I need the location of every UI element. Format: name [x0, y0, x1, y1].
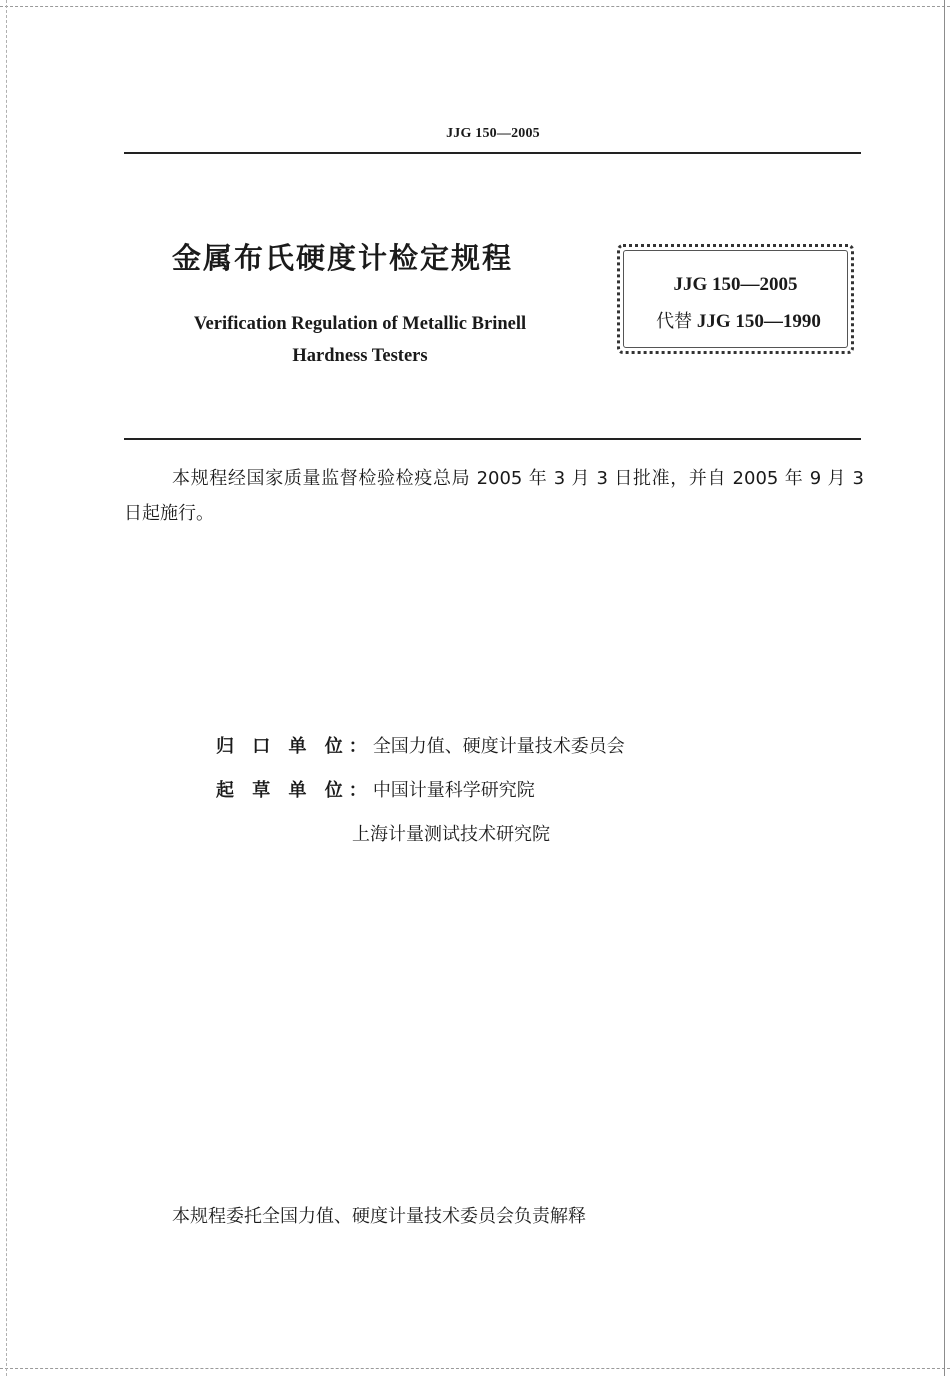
- scan-edge-bottom: [0, 1368, 950, 1369]
- approval-statement: [124, 461, 864, 531]
- drafting-unit-label: 起 草 单 位：: [216, 780, 373, 801]
- drafting-unit-value-2: 上海计量测试技术研究院: [352, 824, 550, 845]
- approval-text: 本规程经国家质量监督检验检疫总局 2005 年 3 月 3 日批准，并自 2005 年 9 月 3 日起施行。: [124, 468, 864, 524]
- standard-code: JJG 150—2005: [673, 274, 798, 295]
- drafting-unit-value-1: 中国计量科学研究院: [372, 780, 535, 801]
- header-rule: [124, 152, 861, 154]
- responsible-unit-label: 归 口 单 位：: [216, 736, 373, 757]
- replaces-code-line: [620, 307, 857, 333]
- title-chinese: 金属布氏硬度计检定规程: [172, 241, 514, 275]
- responsible-unit-value: 全国力值、硬度计量技术委员会: [372, 736, 625, 757]
- title-english-line-1: Verification Regulation of Metallic Brinell: [193, 314, 527, 334]
- drafting-unit-row-2: [352, 820, 550, 846]
- interpretation-note: 本规程委托全国力值、硬度计量技术委员会负责解释: [172, 1206, 586, 1227]
- header-standard-code: JJG 150—2005: [446, 126, 540, 141]
- scan-edge-left: [6, 0, 7, 1376]
- title-english: [140, 308, 580, 372]
- standard-code-box: [617, 244, 854, 354]
- title-english-line-2: Hardness Testers: [292, 346, 428, 366]
- drafting-unit-row: [216, 776, 535, 802]
- standard-code-box-inner-border: [623, 250, 848, 348]
- scan-edge-right: [944, 0, 945, 1376]
- responsible-unit-row: [216, 732, 625, 758]
- section-rule: [124, 438, 861, 440]
- replaces-code: JJG 150—1990: [696, 311, 821, 332]
- scan-edge-top: [0, 6, 950, 7]
- replaces-label: 代替: [656, 311, 693, 332]
